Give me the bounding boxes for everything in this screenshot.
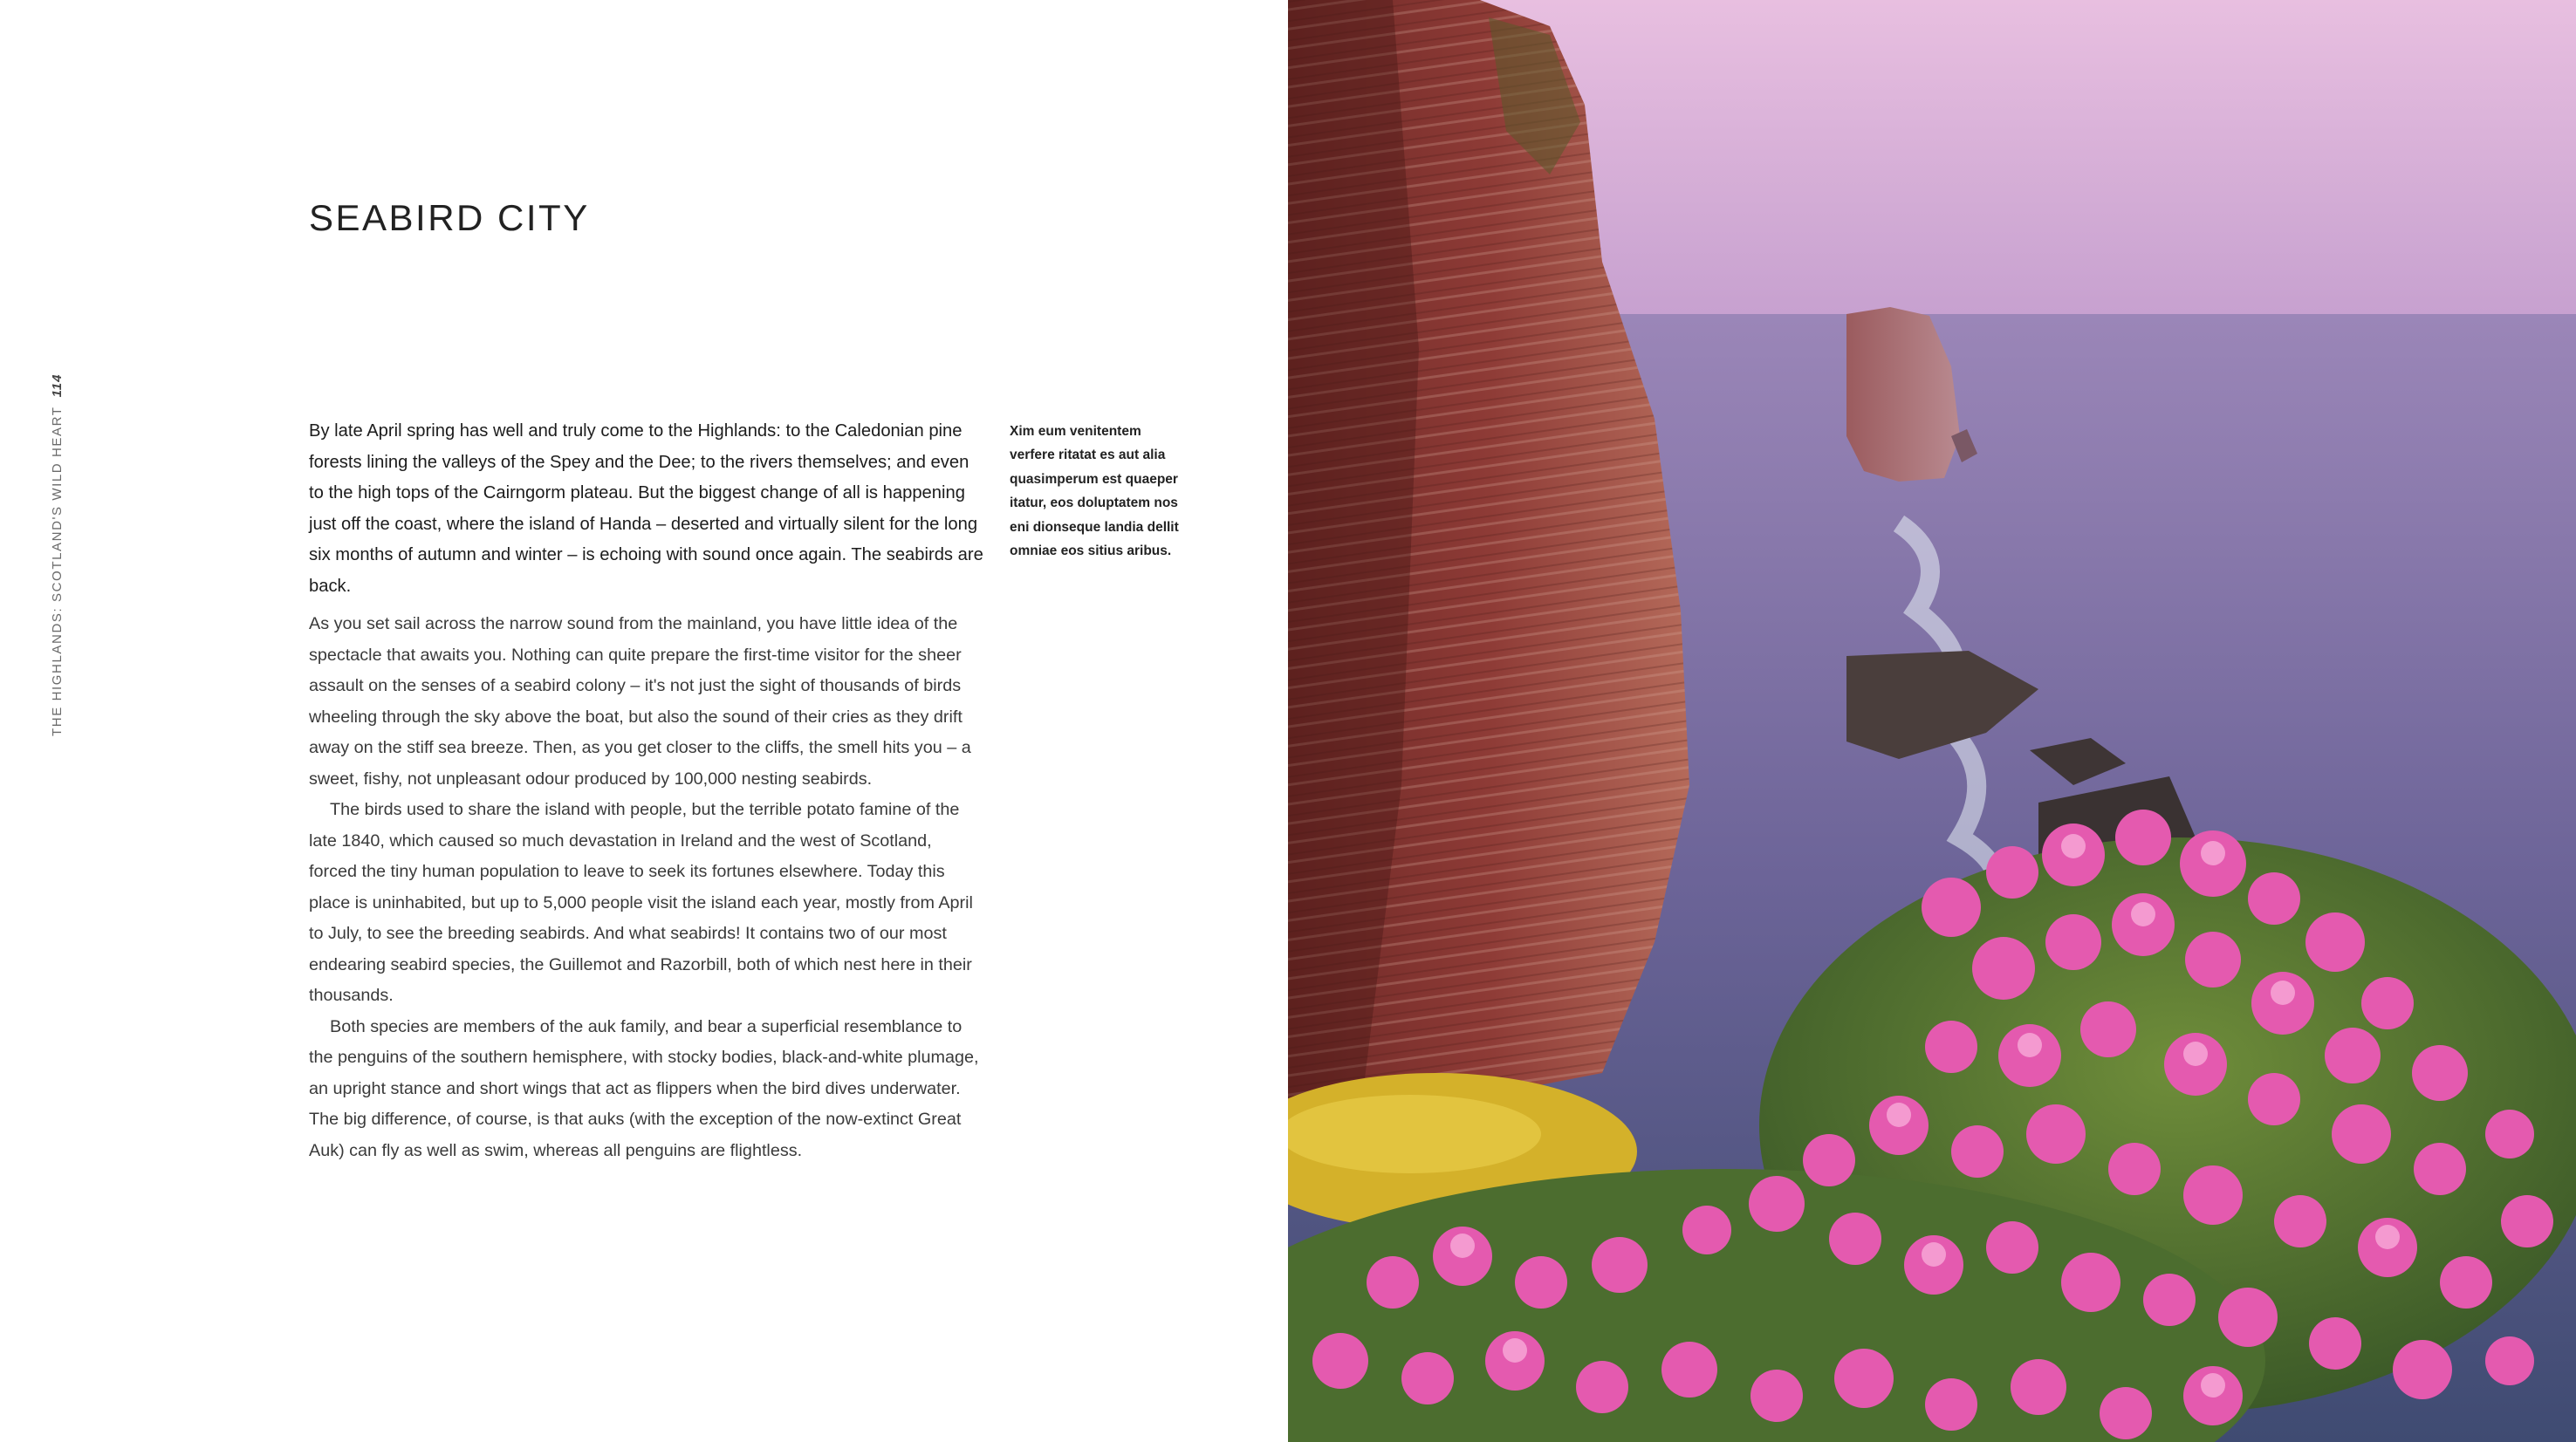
running-head-text: THE HIGHLANDS: SCOTLAND'S WILD HEART	[50, 406, 65, 736]
cliff-photo-illustration	[1288, 0, 2576, 1442]
sidenote: Xim eum venitentem verfere ritatat es aut alia quasimperum est quaeper itatur, eos doluptatem nos eni dionseque landia dellit omniae eos sitius aribus.	[1010, 424, 1179, 559]
body-column	[309, 416, 983, 1166]
body-paragraph-1: As you set sail across the narrow sound from the mainland, you have little idea of the spectacle that awaits you. Nothing can quite prepare the first-time visitor for the sheer assault on the senses of a seabird colony – it's not just the sight of thousands of birds wheeling through the sky above the boat, but also the sound of their cries as they drift away on the stiff sea breeze. Then, as you get closer to the cliffs, the smell hits you – a sweet, fishy, not unpleasant odour produced by 100,000 nesting seabirds.	[309, 614, 971, 789]
page-title: SEABIRD CITY	[309, 197, 590, 238]
body-paragraph-3: Both species are members of the auk family, and bear a superficial resemblance to the penguins of the southern hemisphere, with stocky bodies, black-and-white plumage, an upright stance and short wings that act as flippers when the bird dives underwater. The big difference, of course, is that auks (with the exception of the now-extinct Great Auk) can fly as well as swim, whereas all penguins are flightless.	[309, 1016, 979, 1160]
body-paragraph-2: The birds used to share the island with people, but the terrible potato famine of the late 1840, which caused so much devastation in Ireland and the west of Scotland, forced the tiny human population to leave to seek its fortunes elsewhere. Today this place is uninhabited, but up to 5,000 people visit the island each year, mostly from April to July, to see the breeding seabirds. And what seabirds! It contains two of our most endearing seabird species, the Guillemot and Razorbill, both of which nest here in their thousands.	[309, 800, 973, 1005]
lichen-highlight	[1288, 1095, 1541, 1173]
lead-paragraph: By late April spring has well and truly come to the Highlands: to the Caledonian pine forests lining the valleys of the Spey and the Dee; to the rivers themselves; and even to the high tops of the Cairngorm plateau. But the biggest change of all is happening just off the coast, where the island of Handa – deserted and virtually silent for the long six months of autumn and winter – is echoing with sound once again. The seabirds are back.	[309, 421, 983, 596]
running-head	[50, 374, 65, 737]
page-number: 114	[50, 373, 65, 398]
cliff-photo	[1288, 0, 2576, 1442]
